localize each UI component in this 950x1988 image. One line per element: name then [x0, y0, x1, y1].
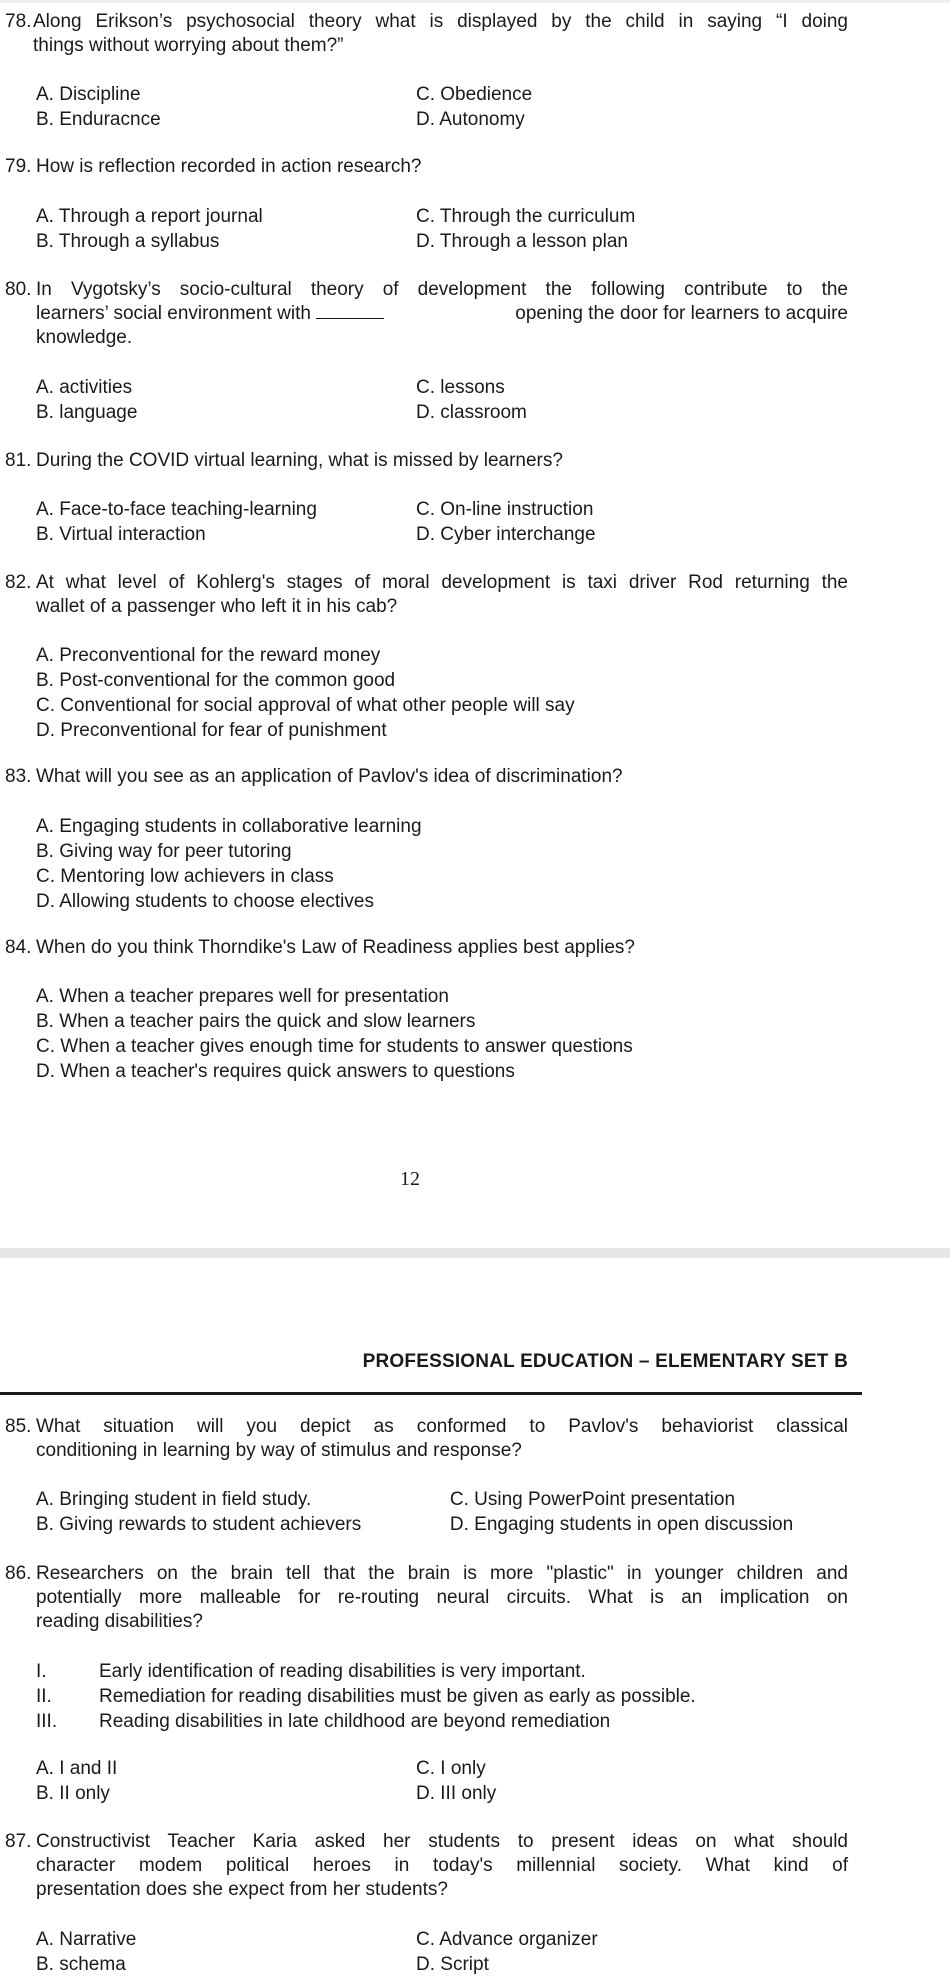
option-b: B. Giving rewards to student achievers: [36, 1514, 362, 1535]
option-a: A. Through a report journal: [36, 206, 263, 227]
option-d: D. III only: [416, 1783, 497, 1804]
question-text-line: Along Erikson’s psychosocial theory what is displayed by the child in saying “I doing: [33, 11, 848, 32]
question-number: 78.: [5, 11, 32, 32]
option-a: A. activities: [36, 377, 133, 398]
option-c: C. Advance organizer: [416, 1929, 598, 1950]
option-b: B. Enduracnce: [36, 109, 161, 130]
question-text-line: At what level of Kohlerg's stages of moral development is taxi driver Rod returning the: [36, 572, 848, 593]
question-text: When do you think Thorndike's Law of Readiness applies best applies?: [36, 937, 635, 958]
statement-text: Early identification of reading disabilities is very important.: [99, 1661, 586, 1682]
option-c: C. When a teacher gives enough time for students to answer questions: [36, 1036, 633, 1057]
question-number: 80.: [5, 279, 32, 300]
question-84: [5, 936, 848, 960]
option-c: C. I only: [416, 1758, 486, 1779]
page-header: PROFESSIONAL EDUCATION – ELEMENTARY SET B: [362, 1351, 848, 1372]
statement-numeral: III.: [36, 1711, 58, 1732]
question-text: During the COVID virtual learning, what is missed by learners?: [36, 450, 563, 471]
option-b: B. schema: [36, 1954, 126, 1975]
question-text-line: character modem political heroes in today's millennial society. What kind of: [36, 1855, 848, 1876]
question-84-options: [36, 985, 856, 1085]
option-b: B. Through a syllabus: [36, 231, 220, 252]
question-text: What will you see as an application of Pavlov's idea of discrimination?: [36, 766, 623, 787]
option-c: C. On-line instruction: [416, 499, 594, 520]
question-number: 81.: [5, 450, 32, 471]
question-82-options: [36, 644, 856, 744]
option-c: C. Conventional for social approval of what other people will say: [36, 695, 575, 716]
question-text-line: knowledge.: [36, 327, 133, 348]
option-d: D. Through a lesson plan: [416, 231, 628, 252]
option-a: A. Bringing student in field study.: [36, 1489, 312, 1510]
exam-page-13: [0, 1258, 950, 1988]
question-number: 84.: [5, 937, 32, 958]
question-83-options: [36, 815, 856, 915]
option-a: A. Engaging students in collaborative learning: [36, 816, 422, 837]
statement-text: Reading disabilities in late childhood are beyond remediation: [99, 1711, 611, 1732]
question-number: 83.: [5, 766, 32, 787]
option-d: D. Engaging students in open discussion: [449, 1514, 794, 1535]
fill-in-blank: [316, 304, 384, 319]
question-text-line: reading disabilities?: [36, 1611, 203, 1632]
question-78-options: [36, 83, 856, 133]
option-c: C. Mentoring low achievers in class: [36, 866, 334, 887]
question-text-line: wallet of a passenger who left it in his cab?: [36, 596, 398, 617]
statement-numeral: I.: [36, 1661, 47, 1682]
option-c: C. Using PowerPoint presentation: [449, 1489, 736, 1510]
question-86-options: [36, 1757, 856, 1807]
option-a: A. When a teacher prepares well for presentation: [36, 986, 449, 1007]
question-text-line: Researchers on the brain tell that the brain is more "plastic" in younger children and: [36, 1563, 848, 1584]
question-81-options: [36, 498, 856, 548]
question-79-options: [36, 205, 856, 255]
question-text-line: opening the door for learners to acquire: [515, 303, 848, 324]
option-d: D. Script: [416, 1954, 489, 1975]
question-87-options: [36, 1928, 856, 1978]
option-d: D. Cyber interchange: [416, 524, 596, 545]
option-b: B. Post-conventional for the common good: [36, 670, 396, 691]
option-d: D. Autonomy: [416, 109, 525, 130]
question-number: 86.: [5, 1563, 32, 1584]
option-b: B. Virtual interaction: [36, 524, 206, 545]
question-number: 79.: [5, 156, 32, 177]
option-c: C. Through the curriculum: [416, 206, 636, 227]
option-b: B. language: [36, 402, 138, 423]
option-a: A. Preconventional for the reward money: [36, 645, 381, 666]
question-80-options: [36, 376, 856, 426]
option-c: C. lessons: [416, 377, 505, 398]
option-d: D. classroom: [416, 402, 527, 423]
question-81: [5, 449, 848, 473]
option-d: D. Allowing students to choose electives: [36, 891, 374, 912]
question-86: [5, 1562, 848, 1634]
option-d: D. When a teacher's requires quick answers to questions: [36, 1061, 515, 1082]
question-number: 82.: [5, 572, 32, 593]
option-c: C. Obedience: [416, 84, 533, 105]
question-text-line: things without worrying about them?”: [33, 35, 344, 56]
question-82: [5, 571, 848, 619]
page-number: 12: [400, 1168, 420, 1190]
question-text-line: Constructivist Teacher Karia asked her students to present ideas on what should: [36, 1831, 848, 1852]
question-text-line: In Vygotsky’s socio-cultural theory of development the following contribute to the: [36, 279, 848, 300]
question-text-line: What situation will you depict as conformed to Pavlov's behaviorist classical: [36, 1416, 848, 1437]
question-86-statements: [36, 1660, 856, 1735]
question-text-line: presentation does she expect from her students?: [36, 1879, 448, 1900]
option-b: B. II only: [36, 1783, 110, 1804]
option-d: D. Preconventional for fear of punishment: [36, 720, 387, 741]
option-b: B. Giving way for peer tutoring: [36, 841, 292, 862]
option-a: A. Discipline: [36, 84, 141, 105]
option-b: B. When a teacher pairs the quick and slow learners: [36, 1011, 476, 1032]
question-85-options: [36, 1488, 856, 1538]
question-number: 85.: [5, 1416, 32, 1437]
page-top-edge: [0, 0, 950, 3]
statement-text: Remediation for reading disabilities must be given as early as possible.: [99, 1686, 696, 1707]
question-text: How is reflection recorded in action research?: [36, 156, 422, 177]
question-number: 87.: [5, 1831, 32, 1852]
question-87: [5, 1830, 848, 1902]
option-a: A. Narrative: [36, 1929, 137, 1950]
header-rule: [0, 1392, 862, 1395]
option-a: A. I and II: [36, 1758, 118, 1779]
question-80: [5, 278, 848, 350]
statement-numeral: II.: [36, 1686, 52, 1707]
question-83: [5, 765, 848, 789]
question-78: [5, 10, 848, 58]
question-text-line: potentially more malleable for re-routing neural circuits. What is an implication on: [36, 1587, 848, 1608]
question-text-line: learners’ social environment with: [36, 303, 311, 324]
question-85: [5, 1415, 848, 1463]
page-separator: [0, 1248, 950, 1258]
option-a: A. Face-to-face teaching-learning: [36, 499, 317, 520]
question-text-line: conditioning in learning by way of stimulus and response?: [36, 1440, 522, 1461]
question-79: [5, 155, 848, 179]
